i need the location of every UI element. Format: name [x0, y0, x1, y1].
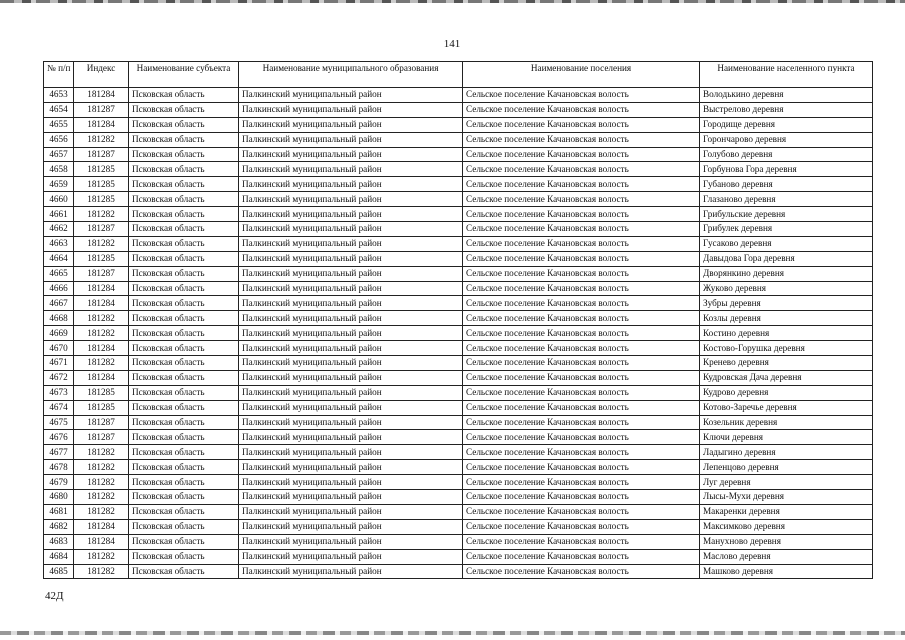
cell-subject: Псковская область	[129, 385, 239, 400]
cell-subject: Псковская область	[129, 415, 239, 430]
table-row	[44, 132, 873, 147]
table-row	[44, 430, 873, 445]
cell-municipality: Палкинский муниципальный район	[239, 102, 463, 117]
cell-subject: Псковская область	[129, 162, 239, 177]
header-locality: Наименование населенного пункта	[700, 62, 873, 88]
cell-settlement: Сельское поселение Качановская волость	[463, 207, 700, 222]
cell-index: 181284	[74, 370, 129, 385]
cell-number: 4665	[44, 266, 74, 281]
table-row	[44, 162, 873, 177]
cell-settlement: Сельское поселение Качановская волость	[463, 236, 700, 251]
cell-index: 181282	[74, 460, 129, 475]
cell-locality: Козлы деревня	[700, 311, 873, 326]
table-row	[44, 356, 873, 371]
cell-index: 181282	[74, 207, 129, 222]
cell-settlement: Сельское поселение Качановская волость	[463, 341, 700, 356]
cell-subject: Псковская область	[129, 222, 239, 237]
cell-locality: Костово-Горушка деревня	[700, 341, 873, 356]
cell-number: 4661	[44, 207, 74, 222]
table-row	[44, 534, 873, 549]
table-row	[44, 236, 873, 251]
cell-municipality: Палкинский муниципальный район	[239, 192, 463, 207]
cell-municipality: Палкинский муниципальный район	[239, 147, 463, 162]
table-body	[44, 88, 873, 579]
cell-locality: Ключи деревня	[700, 430, 873, 445]
cell-subject: Псковская область	[129, 341, 239, 356]
cell-subject: Псковская область	[129, 192, 239, 207]
cell-index: 181287	[74, 222, 129, 237]
table-row	[44, 504, 873, 519]
cell-number: 4656	[44, 132, 74, 147]
cell-locality: Грибульские деревня	[700, 207, 873, 222]
cell-index: 181282	[74, 490, 129, 505]
cell-municipality: Палкинский муниципальный район	[239, 490, 463, 505]
cell-locality: Губаново деревня	[700, 177, 873, 192]
cell-locality: Дворянкино деревня	[700, 266, 873, 281]
cell-settlement: Сельское поселение Качановская волость	[463, 311, 700, 326]
cell-settlement: Сельское поселение Качановская волость	[463, 117, 700, 132]
cell-municipality: Палкинский муниципальный район	[239, 549, 463, 564]
cell-municipality: Палкинский муниципальный район	[239, 251, 463, 266]
table-row	[44, 311, 873, 326]
cell-settlement: Сельское поселение Качановская волость	[463, 147, 700, 162]
cell-number: 4684	[44, 549, 74, 564]
cell-index: 181284	[74, 296, 129, 311]
table-row	[44, 519, 873, 534]
cell-index: 181287	[74, 102, 129, 117]
table-row	[44, 281, 873, 296]
cell-locality: Гусаково деревня	[700, 236, 873, 251]
cell-index: 181285	[74, 192, 129, 207]
cell-number: 4672	[44, 370, 74, 385]
cell-subject: Псковская область	[129, 207, 239, 222]
cell-municipality: Палкинский муниципальный район	[239, 236, 463, 251]
cell-index: 181284	[74, 534, 129, 549]
cell-settlement: Сельское поселение Качановская волость	[463, 88, 700, 103]
table-row	[44, 341, 873, 356]
cell-settlement: Сельское поселение Качановская волость	[463, 415, 700, 430]
cell-settlement: Сельское поселение Качановская волость	[463, 370, 700, 385]
scan-edge-top	[0, 0, 905, 3]
cell-municipality: Палкинский муниципальный район	[239, 132, 463, 147]
cell-index: 181284	[74, 341, 129, 356]
cell-municipality: Палкинский муниципальный район	[239, 296, 463, 311]
cell-settlement: Сельское поселение Качановская волость	[463, 475, 700, 490]
cell-subject: Псковская область	[129, 88, 239, 103]
cell-locality: Маслово деревня	[700, 549, 873, 564]
cell-index: 181285	[74, 385, 129, 400]
table-row	[44, 415, 873, 430]
cell-index: 181284	[74, 281, 129, 296]
table-row	[44, 475, 873, 490]
cell-subject: Псковская область	[129, 311, 239, 326]
cell-subject: Псковская область	[129, 236, 239, 251]
table-row	[44, 370, 873, 385]
cell-municipality: Палкинский муниципальный район	[239, 564, 463, 579]
header-subject: Наименование субъекта	[129, 62, 239, 88]
cell-number: 4680	[44, 490, 74, 505]
cell-index: 181287	[74, 147, 129, 162]
cell-locality: Давыдова Гора деревня	[700, 251, 873, 266]
cell-number: 4671	[44, 356, 74, 371]
cell-settlement: Сельское поселение Качановская волость	[463, 102, 700, 117]
header-settlement: Наименование поселения	[463, 62, 700, 88]
cell-number: 4681	[44, 504, 74, 519]
cell-settlement: Сельское поселение Качановская волость	[463, 460, 700, 475]
cell-municipality: Палкинский муниципальный район	[239, 504, 463, 519]
cell-subject: Псковская область	[129, 549, 239, 564]
header-index: Индекс	[74, 62, 129, 88]
table-row	[44, 385, 873, 400]
cell-municipality: Палкинский муниципальный район	[239, 326, 463, 341]
cell-number: 4668	[44, 311, 74, 326]
cell-subject: Псковская область	[129, 132, 239, 147]
cell-subject: Псковская область	[129, 430, 239, 445]
cell-number: 4677	[44, 445, 74, 460]
cell-settlement: Сельское поселение Качановская волость	[463, 400, 700, 415]
cell-number: 4663	[44, 236, 74, 251]
cell-number: 4673	[44, 385, 74, 400]
cell-subject: Псковская область	[129, 117, 239, 132]
cell-municipality: Палкинский муниципальный район	[239, 445, 463, 460]
cell-subject: Псковская область	[129, 102, 239, 117]
cell-locality: Грибулек деревня	[700, 222, 873, 237]
cell-index: 181282	[74, 445, 129, 460]
cell-municipality: Палкинский муниципальный район	[239, 207, 463, 222]
cell-index: 181282	[74, 311, 129, 326]
cell-number: 4658	[44, 162, 74, 177]
table-row	[44, 251, 873, 266]
cell-number: 4682	[44, 519, 74, 534]
cell-municipality: Палкинский муниципальный район	[239, 534, 463, 549]
table-row	[44, 460, 873, 475]
table-row	[44, 400, 873, 415]
cell-municipality: Палкинский муниципальный район	[239, 430, 463, 445]
cell-settlement: Сельское поселение Качановская волость	[463, 490, 700, 505]
cell-locality: Ладыгино деревня	[700, 445, 873, 460]
table-row	[44, 549, 873, 564]
cell-settlement: Сельское поселение Качановская волость	[463, 356, 700, 371]
table-row	[44, 564, 873, 579]
cell-locality: Кренево деревня	[700, 356, 873, 371]
cell-number: 4664	[44, 251, 74, 266]
cell-locality: Максимково деревня	[700, 519, 873, 534]
cell-settlement: Сельское поселение Качановская волость	[463, 534, 700, 549]
cell-locality: Кудровская Дача деревня	[700, 370, 873, 385]
cell-number: 4659	[44, 177, 74, 192]
cell-settlement: Сельское поселение Качановская волость	[463, 430, 700, 445]
cell-municipality: Палкинский муниципальный район	[239, 88, 463, 103]
cell-index: 181287	[74, 266, 129, 281]
cell-locality: Глазаново деревня	[700, 192, 873, 207]
cell-subject: Псковская область	[129, 281, 239, 296]
cell-locality: Жуково деревня	[700, 281, 873, 296]
cell-locality: Кудрово деревня	[700, 385, 873, 400]
table-row	[44, 266, 873, 281]
cell-locality: Выстрелово деревня	[700, 102, 873, 117]
cell-index: 181282	[74, 326, 129, 341]
cell-index: 181282	[74, 504, 129, 519]
cell-subject: Псковская область	[129, 251, 239, 266]
cell-municipality: Палкинский муниципальный район	[239, 311, 463, 326]
cell-locality: Луг деревня	[700, 475, 873, 490]
cell-subject: Псковская область	[129, 296, 239, 311]
cell-number: 4670	[44, 341, 74, 356]
cell-settlement: Сельское поселение Качановская волость	[463, 251, 700, 266]
cell-municipality: Палкинский муниципальный район	[239, 281, 463, 296]
cell-index: 181282	[74, 564, 129, 579]
cell-number: 4660	[44, 192, 74, 207]
cell-number: 4653	[44, 88, 74, 103]
cell-settlement: Сельское поселение Качановская волость	[463, 445, 700, 460]
cell-subject: Псковская область	[129, 564, 239, 579]
cell-index: 181284	[74, 519, 129, 534]
cell-index: 181282	[74, 475, 129, 490]
cell-number: 4667	[44, 296, 74, 311]
cell-municipality: Палкинский муниципальный район	[239, 475, 463, 490]
scan-edge-bottom	[0, 631, 905, 635]
cell-settlement: Сельское поселение Качановская волость	[463, 177, 700, 192]
cell-settlement: Сельское поселение Качановская волость	[463, 504, 700, 519]
cell-municipality: Палкинский муниципальный район	[239, 177, 463, 192]
table-row	[44, 117, 873, 132]
table-row	[44, 296, 873, 311]
cell-number: 4666	[44, 281, 74, 296]
cell-settlement: Сельское поселение Качановская волость	[463, 564, 700, 579]
cell-municipality: Палкинский муниципальный район	[239, 460, 463, 475]
cell-locality: Горончарово деревня	[700, 132, 873, 147]
cell-subject: Псковская область	[129, 490, 239, 505]
cell-index: 181282	[74, 132, 129, 147]
cell-index: 181287	[74, 415, 129, 430]
cell-settlement: Сельское поселение Качановская волость	[463, 385, 700, 400]
cell-number: 4654	[44, 102, 74, 117]
cell-settlement: Сельское поселение Качановская волость	[463, 281, 700, 296]
cell-locality: Зубры деревня	[700, 296, 873, 311]
cell-index: 181285	[74, 162, 129, 177]
cell-index: 181282	[74, 356, 129, 371]
page-number: 141	[443, 38, 461, 50]
cell-number: 4676	[44, 430, 74, 445]
cell-municipality: Палкинский муниципальный район	[239, 266, 463, 281]
table-row	[44, 207, 873, 222]
cell-locality: Лысы-Мухи деревня	[700, 490, 873, 505]
cell-municipality: Палкинский муниципальный район	[239, 341, 463, 356]
cell-locality: Городище деревня	[700, 117, 873, 132]
cell-subject: Псковская область	[129, 370, 239, 385]
cell-number: 4674	[44, 400, 74, 415]
table-row	[44, 445, 873, 460]
cell-municipality: Палкинский муниципальный район	[239, 117, 463, 132]
cell-subject: Псковская область	[129, 400, 239, 415]
cell-settlement: Сельское поселение Качановская волость	[463, 296, 700, 311]
cell-locality: Голубово деревня	[700, 147, 873, 162]
cell-index: 181284	[74, 88, 129, 103]
cell-settlement: Сельское поселение Качановская волость	[463, 192, 700, 207]
cell-index: 181285	[74, 251, 129, 266]
cell-municipality: Палкинский муниципальный район	[239, 356, 463, 371]
cell-settlement: Сельское поселение Качановская волость	[463, 222, 700, 237]
footer-code: 42Д	[45, 590, 64, 602]
cell-locality: Манухново деревня	[700, 534, 873, 549]
cell-index: 181285	[74, 177, 129, 192]
table-row	[44, 102, 873, 117]
cell-locality: Макаренки деревня	[700, 504, 873, 519]
table-row	[44, 192, 873, 207]
cell-subject: Псковская область	[129, 326, 239, 341]
cell-number: 4678	[44, 460, 74, 475]
cell-number: 4683	[44, 534, 74, 549]
cell-municipality: Палкинский муниципальный район	[239, 415, 463, 430]
cell-subject: Псковская область	[129, 147, 239, 162]
table-row	[44, 222, 873, 237]
cell-subject: Псковская область	[129, 177, 239, 192]
cell-number: 4657	[44, 147, 74, 162]
cell-number: 4679	[44, 475, 74, 490]
cell-municipality: Палкинский муниципальный район	[239, 400, 463, 415]
cell-locality: Лепенцово деревня	[700, 460, 873, 475]
cell-index: 181282	[74, 549, 129, 564]
cell-settlement: Сельское поселение Качановская волость	[463, 549, 700, 564]
cell-subject: Псковская область	[129, 356, 239, 371]
table-row	[44, 490, 873, 505]
cell-subject: Псковская область	[129, 460, 239, 475]
cell-number: 4675	[44, 415, 74, 430]
table-row	[44, 326, 873, 341]
cell-locality: Костино деревня	[700, 326, 873, 341]
cell-subject: Псковская область	[129, 475, 239, 490]
cell-number: 4662	[44, 222, 74, 237]
cell-subject: Псковская область	[129, 519, 239, 534]
cell-number: 4669	[44, 326, 74, 341]
cell-subject: Псковская область	[129, 266, 239, 281]
table-row	[44, 147, 873, 162]
cell-settlement: Сельское поселение Качановская волость	[463, 132, 700, 147]
cell-locality: Машково деревня	[700, 564, 873, 579]
cell-municipality: Палкинский муниципальный район	[239, 162, 463, 177]
cell-index: 181284	[74, 117, 129, 132]
header-municipality: Наименование муниципального образования	[239, 62, 463, 88]
table-header-row	[44, 62, 873, 88]
table-row	[44, 88, 873, 103]
cell-subject: Псковская область	[129, 504, 239, 519]
cell-subject: Псковская область	[129, 534, 239, 549]
cell-municipality: Палкинский муниципальный район	[239, 370, 463, 385]
cell-settlement: Сельское поселение Качановская волость	[463, 519, 700, 534]
cell-municipality: Палкинский муниципальный район	[239, 222, 463, 237]
cell-locality: Володькино деревня	[700, 88, 873, 103]
cell-index: 181282	[74, 236, 129, 251]
cell-locality: Козельник деревня	[700, 415, 873, 430]
cell-settlement: Сельское поселение Качановская волость	[463, 266, 700, 281]
cell-locality: Котово-Заречье деревня	[700, 400, 873, 415]
cell-locality: Горбунова Гора деревня	[700, 162, 873, 177]
cell-subject: Псковская область	[129, 445, 239, 460]
cell-settlement: Сельское поселение Качановская волость	[463, 162, 700, 177]
header-number: № п/п	[44, 62, 74, 88]
cell-number: 4655	[44, 117, 74, 132]
table-row	[44, 177, 873, 192]
cell-index: 181287	[74, 430, 129, 445]
registry-table	[43, 61, 873, 579]
cell-index: 181285	[74, 400, 129, 415]
cell-municipality: Палкинский муниципальный район	[239, 519, 463, 534]
cell-settlement: Сельское поселение Качановская волость	[463, 326, 700, 341]
cell-number: 4685	[44, 564, 74, 579]
cell-municipality: Палкинский муниципальный район	[239, 385, 463, 400]
